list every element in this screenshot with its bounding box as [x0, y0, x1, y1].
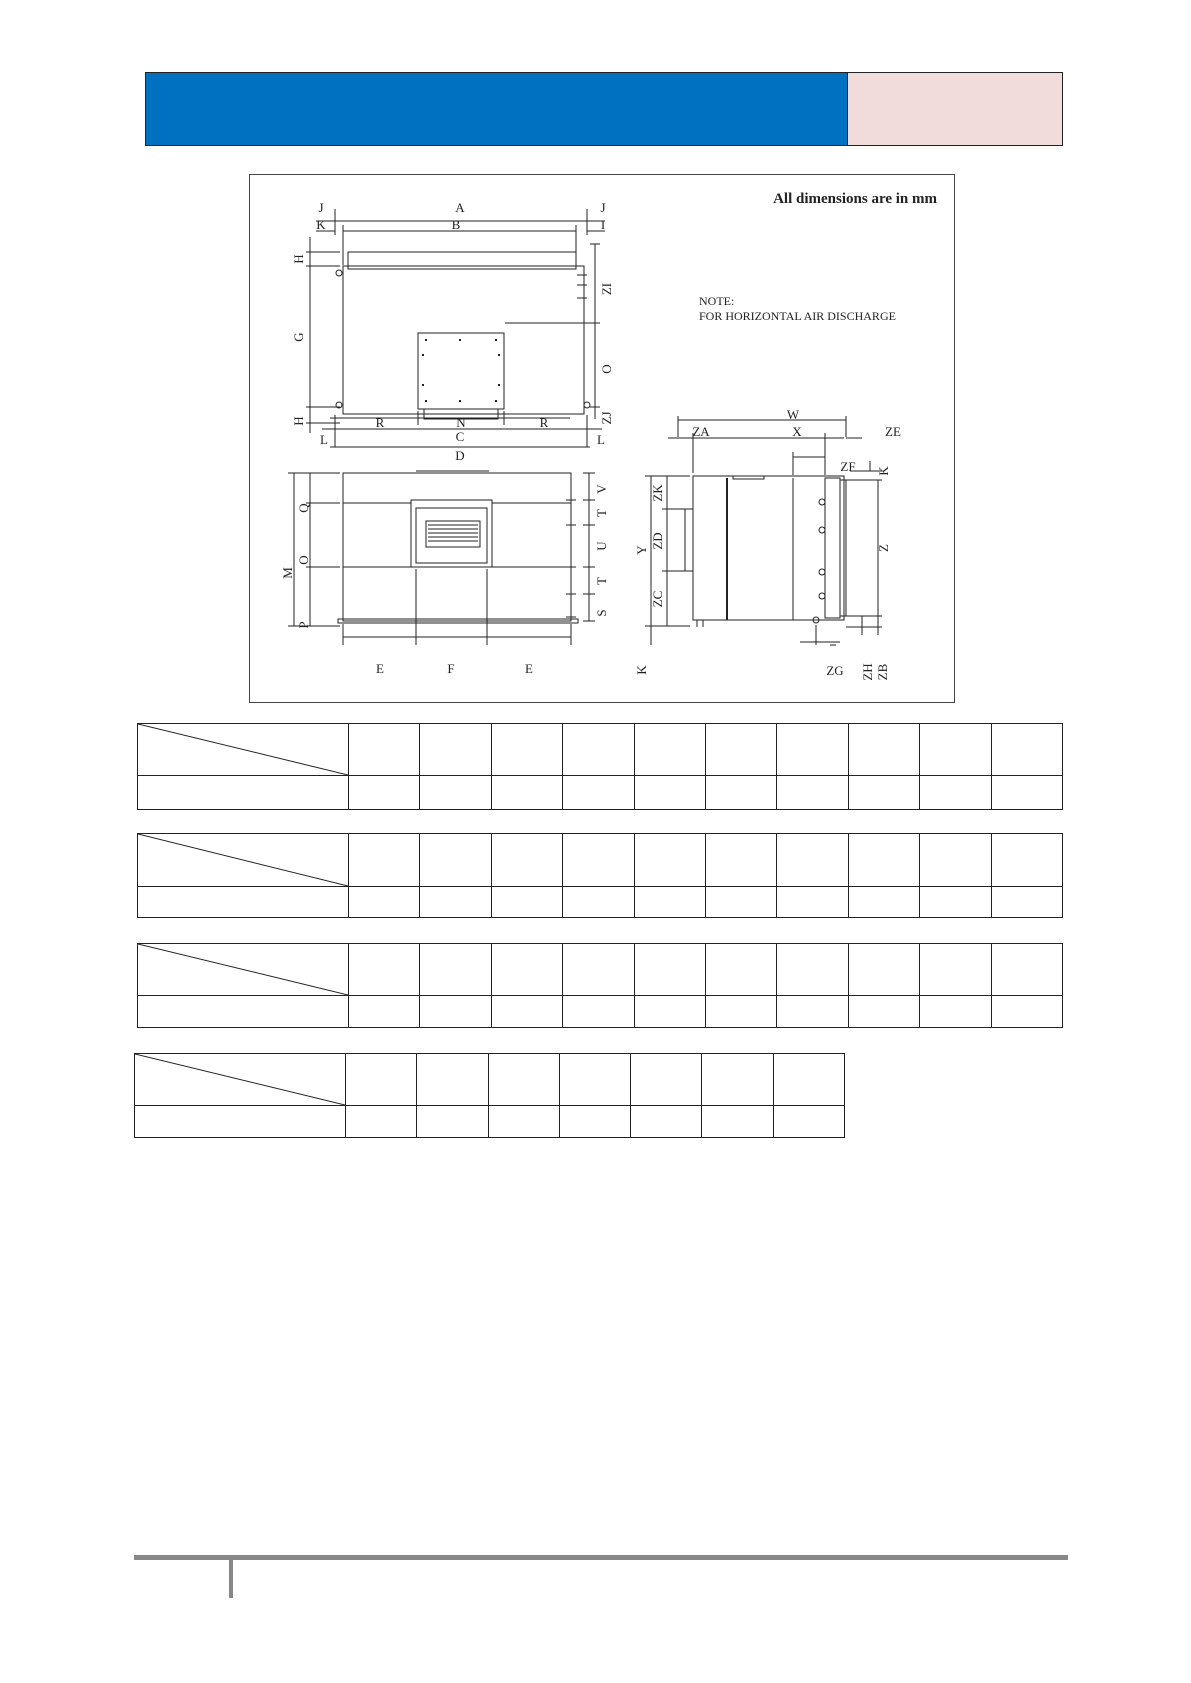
table-cell: [634, 996, 705, 1028]
table-cell: [417, 1106, 488, 1138]
label-L-right: L: [597, 432, 605, 447]
label-H-bottom: H: [291, 416, 306, 426]
table-cell: [920, 996, 991, 1028]
table-cell: [349, 776, 420, 810]
label-ZA: ZA: [692, 424, 710, 439]
table-cell: [991, 724, 1062, 776]
label-B: B: [451, 217, 461, 232]
table-cell: [563, 944, 634, 996]
label-G: G: [291, 332, 306, 342]
table-cell: [349, 724, 420, 776]
dimension-drawing: [249, 174, 955, 703]
table-cell: [848, 776, 919, 810]
table-cell: [138, 887, 349, 918]
label-Q: Q: [296, 503, 311, 513]
note-heading: NOTE:: [699, 294, 735, 308]
label-ZJ: ZJ: [599, 411, 614, 425]
table-row: [138, 724, 1063, 776]
label-A: A: [455, 200, 465, 215]
label-P: P: [296, 621, 311, 629]
table-cell: [631, 1106, 702, 1138]
table-cell: [559, 1054, 630, 1106]
table-cell: [705, 724, 776, 776]
label-J-right: J: [600, 200, 606, 215]
table-cell: [702, 1106, 773, 1138]
table-cell: [138, 996, 349, 1028]
table-cell: [488, 1054, 559, 1106]
table-corner-cell: [135, 1054, 346, 1106]
header-side-block: [847, 73, 1062, 145]
table-cell: [349, 996, 420, 1028]
table-row: [138, 776, 1063, 810]
table-cell: [563, 834, 634, 887]
table-cell: [559, 1106, 630, 1138]
label-ZD: ZD: [650, 532, 665, 550]
table-row: [135, 1106, 845, 1138]
label-ZK: ZK: [650, 484, 665, 502]
table-row: [138, 996, 1063, 1028]
table-cell: [777, 834, 848, 887]
table-cell: [991, 887, 1062, 918]
label-E-left: E: [376, 661, 384, 676]
table-cell: [848, 724, 919, 776]
label-X: X: [792, 424, 802, 439]
label-ZI: ZI: [599, 282, 614, 296]
table-cell: [777, 996, 848, 1028]
table-row: [138, 944, 1063, 996]
table-corner-cell: [138, 944, 349, 996]
table-corner-cell: [138, 724, 349, 776]
footer-rule: [134, 1555, 1068, 1560]
label-O-top: O: [599, 364, 614, 374]
table-cell: [135, 1106, 346, 1138]
table-cell: [491, 724, 562, 776]
table-cell: [773, 1106, 844, 1138]
table-cell: [420, 887, 491, 918]
label-N: N: [456, 415, 466, 430]
dimensions-note: All dimensions are in mm: [773, 191, 937, 207]
table-cell: [563, 996, 634, 1028]
table-cell: [777, 776, 848, 810]
label-K-top: K: [316, 217, 326, 232]
table-row: [138, 887, 1063, 918]
label-K-bottom: K: [634, 665, 649, 675]
table-cell: [634, 724, 705, 776]
label-ZB: ZB: [875, 663, 890, 681]
label-O-front: O: [296, 555, 311, 565]
table-cell: [702, 1054, 773, 1106]
table-cell: [991, 944, 1062, 996]
table-cell: [705, 996, 776, 1028]
table-cell: [420, 944, 491, 996]
footer-divider: [229, 1560, 233, 1598]
table-cell: [349, 834, 420, 887]
table-cell: [634, 834, 705, 887]
dimensions-table-1: [137, 723, 1063, 810]
label-L-left: L: [320, 432, 328, 447]
table-cell: [920, 776, 991, 810]
table-cell: [777, 887, 848, 918]
table-cell: [777, 724, 848, 776]
label-I: I: [600, 217, 606, 232]
table-cell: [349, 944, 420, 996]
dimension-labels: [280, 200, 901, 681]
table-cell: [991, 996, 1062, 1028]
label-ZH: ZH: [860, 663, 875, 681]
table-cell: [346, 1054, 417, 1106]
table-cell: [634, 944, 705, 996]
label-F: F: [447, 661, 455, 676]
table-cell: [417, 1054, 488, 1106]
dimensions-table-2: [137, 833, 1063, 918]
table-cell: [631, 1054, 702, 1106]
table-row: [138, 834, 1063, 887]
dimensions-table-3: [137, 943, 1063, 1028]
table-cell: [705, 944, 776, 996]
table-cell: [488, 1106, 559, 1138]
label-U: U: [594, 541, 609, 551]
label-W: W: [786, 407, 800, 422]
table-cell: [563, 887, 634, 918]
label-R-right: R: [539, 415, 549, 430]
table-cell: [346, 1106, 417, 1138]
table-corner-cell: [138, 834, 349, 887]
label-T-bottom: T: [594, 577, 609, 585]
side-view: [645, 416, 882, 645]
dimension-drawing-svg: [250, 175, 954, 702]
table-cell: [920, 724, 991, 776]
label-H-top: H: [291, 254, 306, 264]
table-cell: [420, 996, 491, 1028]
header-title-block: [146, 73, 847, 145]
table-cell: [491, 944, 562, 996]
label-J-left: J: [318, 200, 324, 215]
header-band: [145, 72, 1063, 146]
table-cell: [491, 776, 562, 810]
table-cell: [420, 834, 491, 887]
dimensions-table-4: [134, 1053, 845, 1138]
label-C: C: [455, 429, 465, 444]
label-Z: Z: [876, 544, 891, 552]
label-R-left: R: [375, 415, 385, 430]
table-cell: [773, 1054, 844, 1106]
table-cell: [491, 834, 562, 887]
label-Y: Y: [634, 545, 649, 555]
label-D: D: [455, 448, 465, 463]
table-cell: [705, 776, 776, 810]
table-cell: [848, 834, 919, 887]
table-cell: [491, 996, 562, 1028]
table-row: [135, 1054, 845, 1106]
label-ZG: ZG: [826, 663, 844, 678]
table-cell: [563, 776, 634, 810]
table-cell: [920, 834, 991, 887]
label-ZE: ZE: [885, 424, 901, 439]
table-cell: [991, 776, 1062, 810]
table-cell: [491, 887, 562, 918]
table-cell: [138, 776, 349, 810]
table-cell: [920, 944, 991, 996]
table-cell: [920, 887, 991, 918]
table-cell: [420, 724, 491, 776]
table-cell: [563, 724, 634, 776]
table-cell: [420, 776, 491, 810]
table-cell: [705, 834, 776, 887]
table-cell: [777, 944, 848, 996]
table-cell: [634, 887, 705, 918]
table-cell: [848, 887, 919, 918]
label-T-top: T: [594, 509, 609, 517]
top-view: [306, 209, 605, 447]
table-cell: [634, 776, 705, 810]
label-V: V: [594, 484, 609, 494]
label-E-right: E: [525, 661, 533, 676]
label-ZC: ZC: [650, 590, 665, 608]
front-view: [288, 471, 595, 645]
note-text: FOR HORIZONTAL AIR DISCHARGE: [699, 309, 896, 323]
label-ZF: ZF: [840, 459, 856, 474]
table-cell: [991, 834, 1062, 887]
label-K-side: K: [876, 466, 891, 476]
label-M: M: [280, 567, 295, 579]
table-cell: [848, 996, 919, 1028]
label-S: S: [594, 609, 609, 617]
table-cell: [349, 887, 420, 918]
table-cell: [848, 944, 919, 996]
table-cell: [705, 887, 776, 918]
